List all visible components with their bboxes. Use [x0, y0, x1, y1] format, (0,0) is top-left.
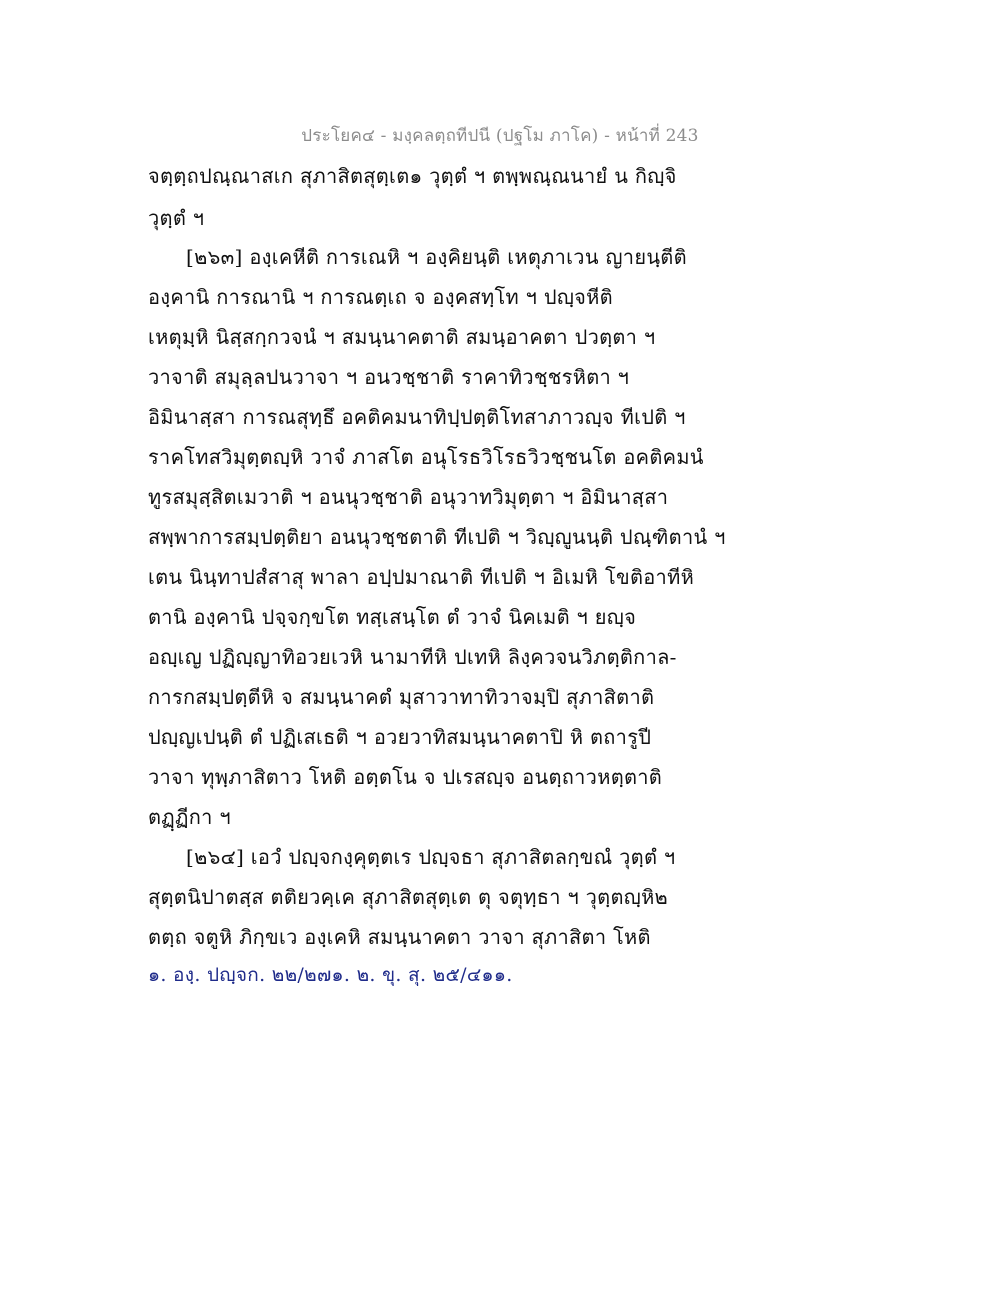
text-line: วาจา ทุพฺภาสิตาว โหติ อตฺตโน จ ปเรสญฺจ อนตฺถาวหตฺตาติ	[148, 765, 663, 789]
text-line: ทูรสมุสฺสิตเมวาติ ฯ อนนุวชฺชาติ อนุวาทวิมุตฺตา ฯ อิมินาสฺสา	[148, 485, 669, 509]
paragraph-263-start: [๒๖๓] องฺเคหีติ การเณหิ ฯ องฺคิยนฺติ เหตุภาเวน ญายนฺตีติ	[186, 245, 687, 269]
text-line: วาจาติ สมุลฺลปนวาจา ฯ อนวชฺชาติ ราคาทิวชฺชรหิตา ฯ	[148, 365, 630, 389]
text-line: ปญฺญเปนฺติ ตํ ปฏิเสเธติ ฯ อวยวาทิสมนฺนาคตาปิ หิ ตถารูปี	[148, 725, 652, 749]
text-line: จตฺตฺถปณฺณาสเก สุภาสิตสุตฺเต๑ วุตฺตํ ฯ ตพฺพณฺณนายํ น กิญฺจิ	[148, 164, 677, 188]
text-line: อิมินาสฺสา การณสุทฺธึ อคติคมนาทิปฺปตฺติโทสาภาวญฺจ ทีเปติ ฯ	[148, 405, 686, 429]
text-line: ตานิ องฺคานิ ปจฺจกฺขโต ทสฺเสนฺโต ตํ วาจํ นิคเมติ ฯ ยญฺจ	[148, 605, 637, 629]
text-line: เหตุมฺหิ นิสฺสกฺกวจนํ ฯ สมนฺนาคตาติ สมนฺอาคตา ปวตฺตา ฯ	[148, 325, 656, 349]
text-line: วุตฺตํ ฯ	[148, 206, 205, 230]
text-line: สพฺพาการสมฺปตฺติยา อนนุวชฺชตาติ ทีเปติ ฯ วิญฺญูนนฺติ ปณฺฑิตานํ ฯ	[148, 525, 726, 549]
page-header: ประโยค๔ - มงฺคลตฺถทีปนี (ปฐโม ภาโค) - หน้าที่ 243	[301, 126, 699, 146]
text-line: องฺคานิ การณานิ ฯ การณตฺเถ จ องฺคสทฺโท ฯ ปญฺจหีติ	[148, 285, 613, 309]
paragraph-264-start: [๒๖๔] เอวํ ปญฺจกงฺคุตฺตเร ปญฺจธา สุภาสิตลกฺขณํ วุตฺตํ ฯ	[186, 845, 676, 869]
text-line: เตน นินฺทาปสํสาสุ พาลา อปฺปมาณาติ ทีเปติ ฯ อิเมหิ โขติอาทีหิ	[148, 565, 695, 589]
text-line: การกสมฺปตฺตีหิ จ สมนฺนาคตํ มุสาวาทาทิวาจมฺปิ สุภาสิตาติ	[148, 685, 655, 709]
footnote: ๑. องฺ. ปญฺจก. ๒๒/๒๗๑. ๒. ขุ. สุ. ๒๕/๔๑๑.	[148, 964, 513, 986]
text-line: ตตฺถ จตูหิ ภิกฺขเว องฺเคหิ สมนฺนาคตา วาจา สุภาสิตา โหติ	[148, 925, 651, 949]
text-line: ราคโทสวิมุตฺตญฺหิ วาจํ ภาสโต อนุโรธวิโรธวิวชฺชนโต อคติคมนํ	[148, 445, 704, 469]
text-line: อญฺเญ ปฏิญฺญาทิอวยเวหิ นามาทีหิ ปเทหิ ลิงฺควจนวิภตฺติกาล-	[148, 645, 677, 669]
text-line: ตฏฺฏีกา ฯ	[148, 805, 231, 829]
text-line: สุตฺตนิปาตสฺส ตติยวคฺเค สุภาสิตสุตฺเต ตุ จตุทฺธา ฯ วุตฺตญฺหิ๒	[148, 885, 669, 909]
